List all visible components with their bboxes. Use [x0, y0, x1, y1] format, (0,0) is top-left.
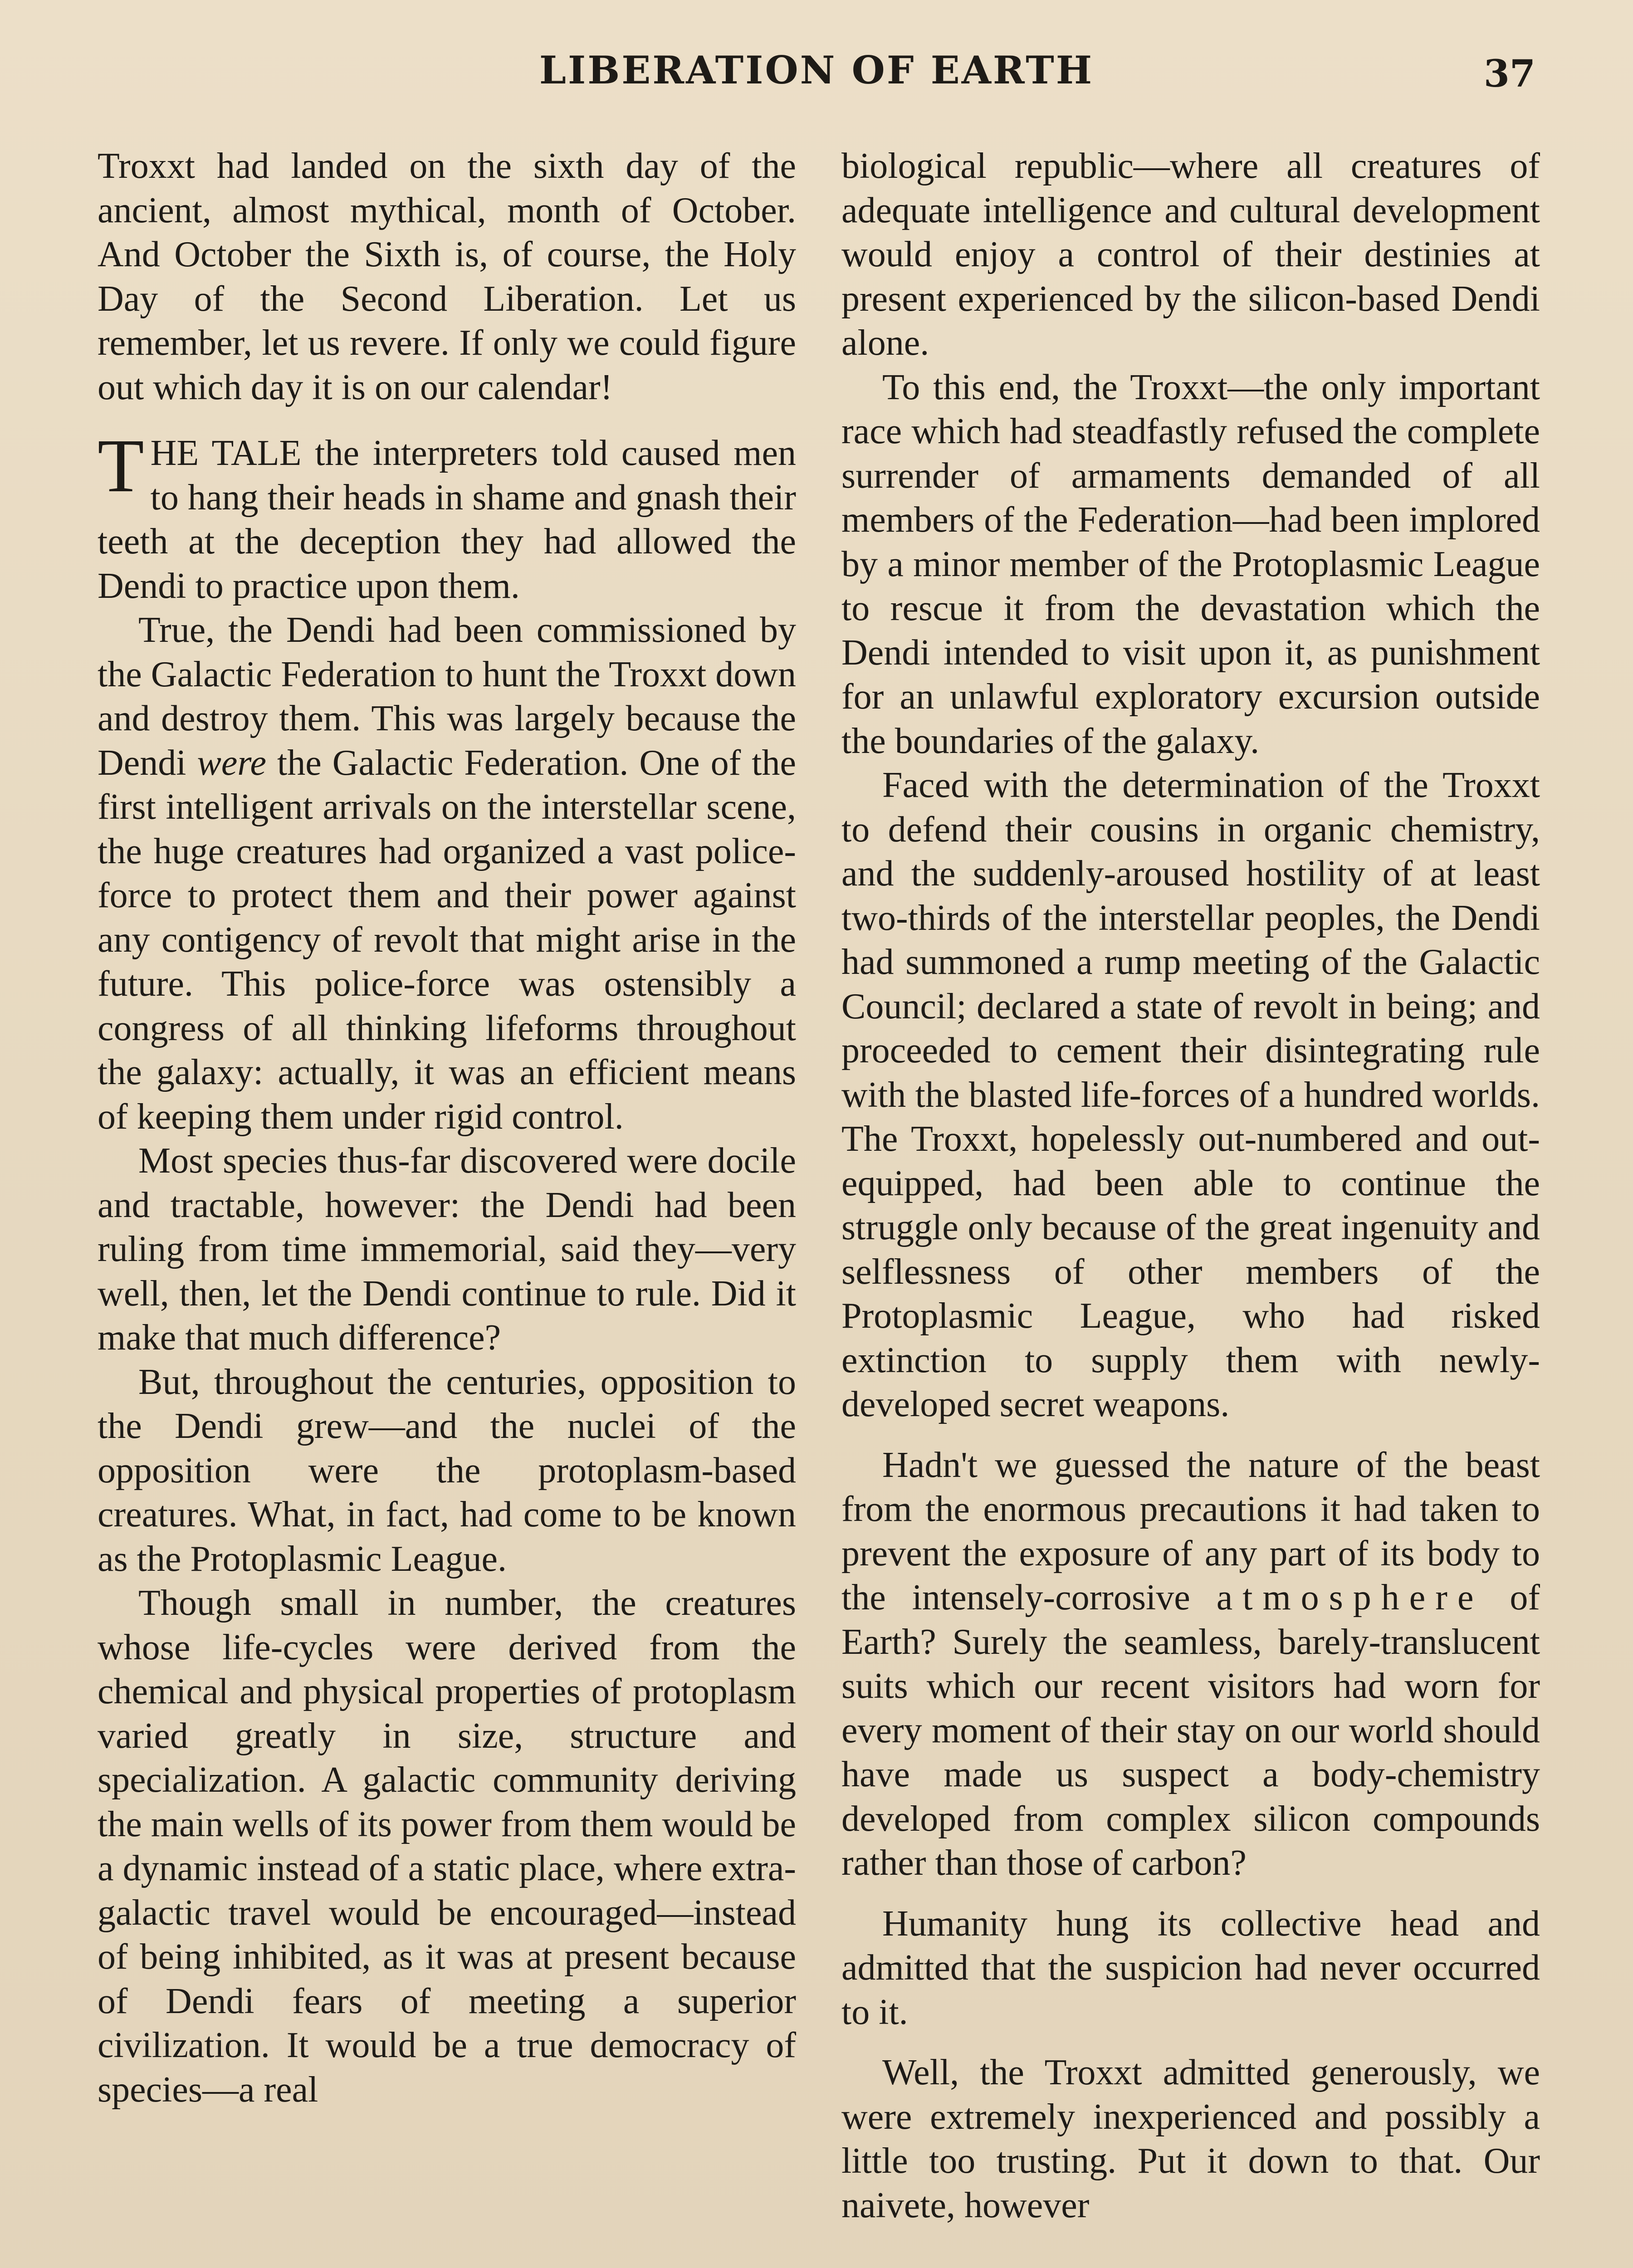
paragraph: Humanity hung its collective head and admitted that the suspicion had never occurred to it.	[841, 1903, 1540, 2032]
letterspaced-text: atmosphere	[1216, 1578, 1484, 1618]
section-opening-paragraph	[98, 424, 796, 608]
page-header	[0, 43, 1633, 98]
paragraph: Faced with the determination of the Troxxt to defend their cousins in organic chemistry, and the suddenly-aroused hostility of at least two-thirds of the interstellar peoples, the Dendi had summoned a rump meeting of the Galactic Council; declared a state of revolt in being; and proceeded to cement their disintegrating rule with the blasted life-forces of a hundred worlds. The Troxxt, hopelessly out-numbered and out-equipped, had been able to continue the struggle only because of the great ingenuity and selflessness of other members of the Protoplasmic League, who had risked extinction to supply them with newly-developed secret weapons.	[841, 765, 1540, 1424]
paragraph-text: Hadn't we guessed the nature of the beast from the enormous precautions it had taken to prevent the exposure of any part of its body to the intensely-corrosive	[841, 1445, 1540, 1618]
left-column	[98, 144, 796, 2268]
paragraph: Most species thus-far discovered were docile and tractable, however: the Dendi had been ruling from time immemorial, said they—very well, then, let the Dendi continue to rule. Did it make that much difference?	[98, 1141, 796, 1358]
paragraph: Well, the Troxxt admitted generously, we were extremely inexperienced and possibly a little too trusting. Put it down to that. Our naivete, however	[841, 2053, 1540, 2225]
paragraph	[98, 608, 796, 1139]
emphasis-text: were	[197, 743, 267, 783]
running-title: LIBERATION OF EARTH	[539, 48, 1094, 93]
paragraph: To this end, the Troxxt—the only important race which had steadfastly refused the complete surrender of armaments demanded of all members of the Federation—had been implored by a minor member of the Protoplasmic League to rescue it from the devastation which the Dendi intended to visit upon it, as punishment for an unlawful exploratory excursion outside the boundaries of the galaxy.	[841, 367, 1540, 761]
paragraph: biological republic—where all creatures of adequate intelligence and cultural development would enjoy a control of their destinies at present experienced by the silicon-based Dendi alone.	[841, 146, 1540, 363]
right-column	[841, 144, 1540, 2268]
paragraph	[841, 1443, 1540, 1886]
page-number: 37	[1483, 52, 1535, 96]
paragraph-text: the Galactic Federation. One of the first intelligent arrivals on the interstellar scene, the huge creatures had organized a vast police-force to protect them and their power against any contigency of revolt that might arise in the future. This police-force was ostensibly a congress of all thinking lifeforms throughout the galaxy: actually, it was an efficient means of keeping them under rigid control.	[98, 743, 796, 1137]
paragraph-text: HE TALE the interpreters told caused men to hang their heads in shame and gnash their teeth at the deception they had allowed the Dendi to practice upon them.	[98, 433, 796, 606]
paragraph-text: True, the Dendi had been commissioned by the Galactic Federation to hunt the Troxxt down and destroy them. This was largely because the Dendi	[98, 610, 796, 783]
paragraph-text: of Earth? Surely the seamless, barely-translucent suits which our recent visitors had worn for every moment of their stay on our world should have made us suspect a body-chemistry developed from complex silicon compounds rather than those of carbon?	[841, 1578, 1540, 1883]
paragraph: Troxxt had landed on the sixth day of the ancient, almost mythical, month of October. And October the Sixth is, of course, the Holy Day of the Second Liberation. Let us remember, let us revere. If only we could figure out which day it is on our calendar!	[98, 146, 796, 407]
paragraph: Though small in number, the creatures whose life-cycles were derived from the chemical and physical properties of protoplasm varied greatly in size, structure and specialization. A galactic community deriving the main wells of its power from them would be a dynamic instead of a static place, where extra-galactic travel would be encouraged—instead of being inhibited, as it was at present because of Dendi fears of meeting a superior civilization. It would be a true democracy of species—a real	[98, 1583, 796, 2110]
drop-cap: T	[98, 424, 144, 508]
paragraph: But, throughout the centuries, opposition to the Dendi grew—and the nuclei of the opposition were the protoplasm-based creatures. What, in fact, had come to be known as the Protoplasmic League.	[98, 1362, 796, 1579]
